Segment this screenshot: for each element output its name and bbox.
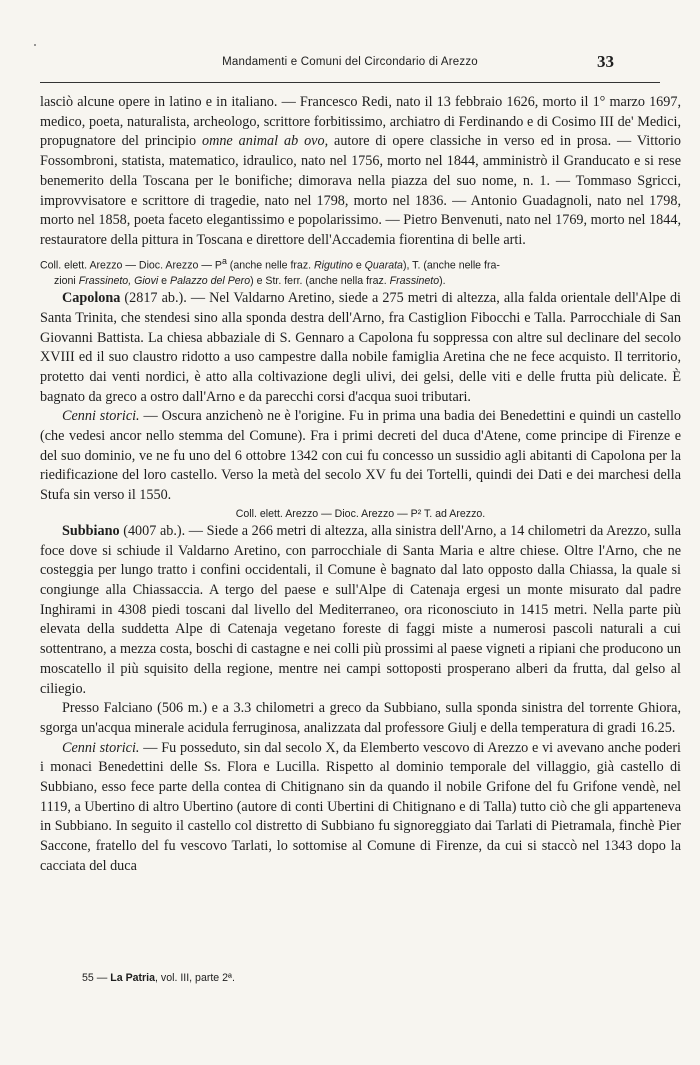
- running-head: Mandamenti e Comuni del Circondario di Arezzo: [222, 56, 478, 68]
- subbiano-entry: Subbiano (4007 ab.). — Siede a 266 metri di altezza, alla sinistra dell'Arno, a 14 chilometri da Arezzo, sulla foce dove si schiude il Valdarno Aretino, con parrocchiale di Santa Maria e altre chiese. Oltre l'Arno, che ne costeggia per lungo tratto i confini occidentali, il Comune è bagnato dal lato opposto dalla Chiassa, la quale si congiunge alla Chiassaccia. A tergo del paese e sull'Alpe di Catenaja ergesi un monte misurato dal padre Inghirami in 4308 piedi toscani dal livello del Mediterraneo, ora riconosciuto in 1415 metri. Nella parte più elevata della suddetta Alpe di Catenaja vegetano foreste di faggi miste a numerosi pascoli naturali a cui sottentrano, a mezza costa, boschi di castagne e nei colli più prossimi al paese vigneti a ripiani che producono un moscatello il più squisito della regione, mentre nei campi sottoposti prosperano alberi da frutta, dal gelso al ciliegio.: [40, 522, 682, 697]
- capolona-history: Cenni storici. — Oscura anzichenò ne è l'origine. Fu in prima una badia dei Benedettini e quindi un castello (che vedesi ancor nello stemma del Comune). Fra i primi decreti del duca d'Atene, come principe di Firenze e del suo dominio, ve ne fu uno del 6 ottobre 1342 con cui fu concesso un sussidio agli abitanti di Capolona per la riedificazione del loro castello. Verso la metà del secolo XV fu dei Tortelli, quindi dei Dati e dei marchesi della Stufa sin verso il 1550.: [40, 408, 681, 504]
- intro-paragraph: lasciò alcune opere in latino e in italiano. — Francesco Redi, nato il 13 febbraio 1626, morto il 1° marzo 1697, medico, poeta, naturalista, archeologo, scrittore forbitissimo, archiatro di Ferdinando e di Cosimo III de' Medici, propugnatore del principio omne animal ab ovo, autore di opere classiche in verso ed in prosa. — Vittorio Fossombroni, statista, matematico, idraulico, nato nel 1756, morto nel 1844, amministrò il Granducato e si rese benemerito della Toscana per le bonifiche; dimorava nella piazza del suo nome, n. 1. — Tommaso Sgricci, improvvisatore e scrittore di tragedie, nato nel 1798, morto nel 1836. — Antonio Guadagnoli, nato nel 1798, morto nel 1858, poeta faceto elegantissimo e popolarissimo. — Pietro Benvenuti, nato nel 1769, morto nel 1844, restauratore della pittura in Toscana e direttore dell'Accademia fiorentina di belle arti.: [40, 94, 681, 248]
- capolona-name: Capolona: [62, 290, 121, 307]
- subbiano-history: Cenni storici. — Fu posseduto, sin dal secolo X, da Elemberto vescovo di Arezzo e vi avevano anche poderi i monaci Benedettini delle Ss. Flora e Lucilla. Rispetto al dominio temporale del villaggio, già castello di Subbiano, esso fece parte della contea di Chitignano sin da quando il nobile Grifone del fu Grifone vendè, nel 1119, a Ubertino di altro Ubertino (autore di conti Ubertini di Chitignano e di Talla) tutto ciò che gli apparteneva in Subbiano. In seguito il castello col distretto di Subbiano fu signoreggiato dai Tarlati di Pietramala, finchè Pier Saccone, fratello del fu vescovo Tarlati, lo sottomise al Comune di Firenze, da cui si staccò nel 1343 dopo la cacciata del duca: [40, 739, 681, 874]
- page-body: [40, 93, 681, 877]
- publication-title: La Patria: [110, 972, 156, 984]
- scan-speck: [34, 44, 36, 46]
- subbiano-mineral-water: Presso Falciano (506 m.) e a 3.3 chilometri a greco da Subbiano, sulla sponda sinistra del torrente Ghiora, sgorga un'acqua minerale acidula ferruginosa, analizzata dal professore Giulj e della temperatura di gradi 16.25.: [40, 700, 681, 736]
- signature-footer: 55 — La Patria, vol. III, parte 2ª.: [82, 972, 235, 984]
- header-rule: [40, 82, 660, 83]
- capolona-note: Coll. elett. Arezzo — Dioc. Arezzo — P² T. ad Arezzo.: [235, 507, 486, 520]
- page-header: [0, 52, 700, 76]
- capolona-entry: Capolona (2817 ab.). — Nel Valdarno Aretino, siede a 275 metri di altezza, alla falda orientale dell'Alpe di Santa Trinita, che stendesi sino alla sponda destra dell'Arno, fra Castiglion Fibocchi e Talla. Parrocchiale di San Giovanni Battista. La chiesa abbaziale di S. Gennaro a Capolona fu soppressa con altre sul declinare del secolo XVIII ed il suo claustro ridotto a uso campestre dalla nobile famiglia Aretina che ne fece acquisto. Il territorio, protetto dai venti nordici, è atto alla coltivazione degli ulivi, dei gelsi, delle viti e delle frutta più delicate. È bagnato da greco a ostro dall'Arno e da parecchi corsi d'acqua suoi tributari.: [40, 290, 681, 405]
- intro-note: Coll. elett. Arezzo — Dioc. Arezzo — $P^a$ (anche nelle fraz. Rigutino e Quarata), T. (anche nelle fra- zioni Frassineto, Giovi e Palazzo del Pero) e Str. ferr. (anche nella fraz. Frassineto).: [40, 255, 500, 288]
- subbiano-name: Subbiano: [62, 522, 120, 539]
- page-number: 33: [597, 52, 614, 71]
